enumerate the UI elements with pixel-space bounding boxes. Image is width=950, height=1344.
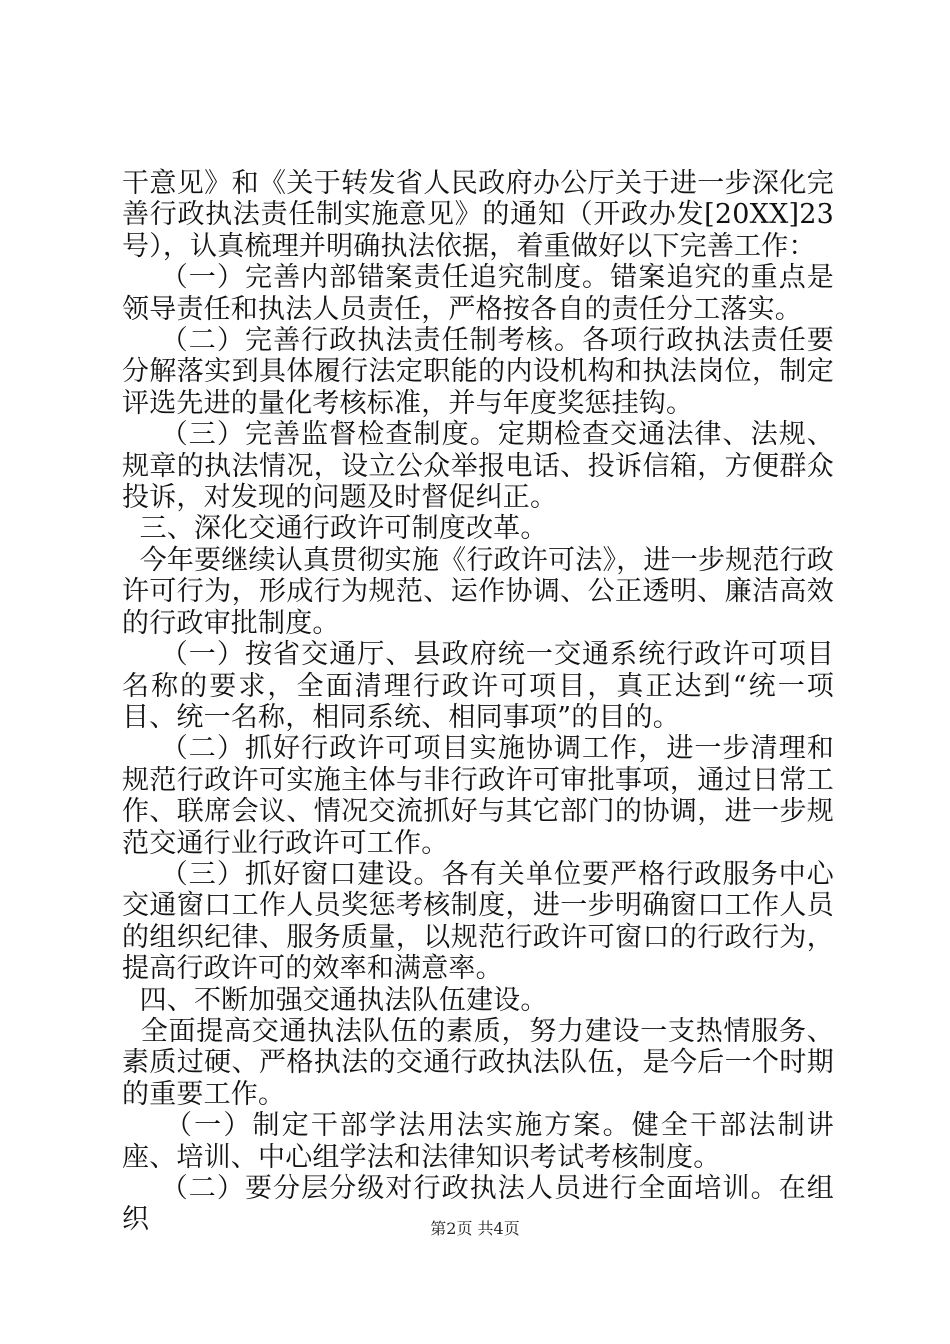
page-number-footer: 第2页 共4页: [430, 1219, 520, 1238]
paragraph-13: （二）要分层分级对行政执法人员进行全面培训。在组织: [122, 1173, 834, 1236]
paragraph-8: （二）抓好行政许可项目实施协调工作，进一步清理和规范行政许可实施主体与非行政许可审批事项，通过日常工作、联席会议、情况交流抓好与其它部门的协调，进一步规范交通行业行政许可工作。: [122, 733, 834, 859]
paragraph-6: 今年要继续认真贯彻实施《行政许可法》，进一步规范行政许可行为，形成行为规范、运作协调、公正透明、廉洁高效的行政审批制度。: [122, 544, 834, 639]
section-heading-4: 四、不断加强交通执法队伍建设。: [122, 984, 548, 1016]
document-body: [122, 168, 834, 1236]
paragraph-9: （三）抓好窗口建设。各有关单位要严格行政服务中心交通窗口工作人员奖惩考核制度，进一步明确窗口工作人员的组织纪律、服务质量，以规范行政许可窗口的行政行为，提高行政许可的效率和满意率。: [122, 858, 834, 985]
paragraph-3: （二）完善行政执法责任制考核。各项行政执法责任要分解落实到具体履行法定职能的内设机构和执法岗位，制定评选先进的量化考核标准，并与年度奖惩挂钩。: [122, 325, 834, 419]
paragraph-4: （三）完善监督检查制度。定期检查交通法律、法规、规章的执法情况，设立公众举报电话、投诉信箱，方便群众投诉，对发现的问题及时督促纠正。: [122, 419, 834, 514]
paragraph-11: 全面提高交通执法队伍的素质，努力建设一支热情服务、素质过硬、严格执法的交通行政执法队伍，是今后一个时期的重要工作。: [122, 1015, 834, 1110]
paragraph-12: （一）制定干部学法用法实施方案。健全干部法制讲座、培训、中心组学法和法律知识考试考核制度。: [122, 1110, 834, 1173]
paragraph-1: 干意见》和《关于转发省人民政府办公厅关于进一步深化完善行政执法责任制实施意见》的通知（开政办发[20XX]23号），认真梳理并明确执法依据，着重做好以下完善工作：: [122, 168, 834, 262]
paragraph-7: （一）按省交通厅、县政府统一交通系统行政许可项目名称的要求，全面清理行政许可项目，真正达到“统一项目、统一名称，相同系统、相同事项”的目的。: [122, 639, 834, 733]
section-heading-3: 三、深化交通行政许可制度改革。: [122, 513, 548, 545]
paragraph-2: （一）完善内部错案责任追究制度。错案追究的重点是领导责任和执法人员责任，严格按各自的责任分工落实。: [122, 262, 834, 325]
